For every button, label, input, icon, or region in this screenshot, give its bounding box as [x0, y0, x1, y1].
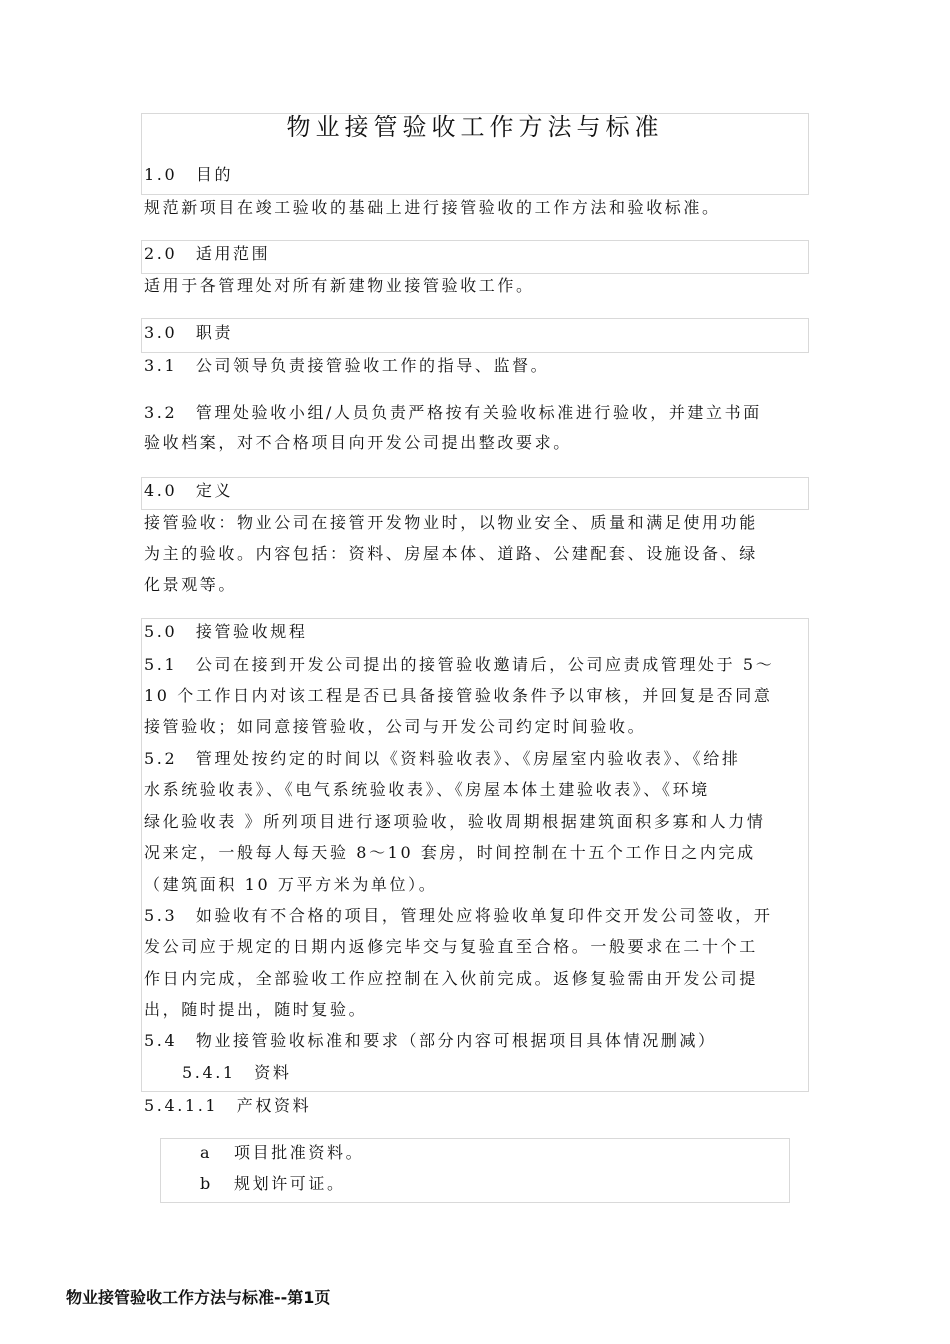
section-5-3-line-1: 5.3 如验收有不合格的项目，管理处应将验收单复印件交开发公司签收，开 [144, 906, 773, 925]
section-3-1: 3.1 公司领导负责接管验收工作的指导、监督。 [144, 356, 550, 375]
section-5-2-line-2: 水系统验收表》、《电气系统验收表》、《房屋本体土建验收表》、《环境 [144, 780, 710, 799]
section-4-line-1: 接管验收：物业公司在接管开发物业时，以物业安全、质量和满足使用功能 [144, 513, 758, 532]
section-5-2-line-1: 5.2 管理处按约定的时间以《资料验收表》、《房屋室内验收表》、《给排 [144, 749, 741, 768]
item-b-letter: b [200, 1174, 213, 1193]
section-5-2-line-5: （建筑面积 10 万平方米为单位）。 [144, 875, 438, 894]
section-5-1-line-3: 接管验收；如同意接管验收，公司与开发公司约定时间验收。 [144, 717, 647, 736]
section-1-body: 规范新项目在竣工验收的基础上进行接管验收的工作方法和验收标准。 [144, 198, 721, 217]
section-3-2-line-1: 3.2 管理处验收小组/人员负责严格按有关验收标准进行验收，并建立书面 [144, 403, 762, 422]
section-1-heading: 1.0 目的 [144, 165, 234, 184]
section-5-2-line-4: 况来定，一般每人每天验 8～10 套房，时间控制在十五个工作日之内完成 [144, 843, 756, 862]
section-4-heading: 4.0 定义 [144, 481, 234, 500]
section-5-4-1: 5.4.1 资料 [182, 1063, 292, 1082]
frame-definition-heading [141, 477, 809, 510]
section-3-2-line-2: 验收档案，对不合格项目向开发公司提出整改要求。 [144, 433, 572, 452]
section-5-2-line-3: 绿化验收表 》所列项目进行逐项验收，验收周期根据建筑面积多寡和人力情 [144, 812, 766, 831]
section-4-line-3: 化景观等。 [144, 575, 238, 594]
item-a-letter: a [200, 1143, 213, 1162]
section-3-heading: 3.0 职责 [144, 323, 234, 342]
section-5-1-line-1: 5.1 公司在接到开发公司提出的接管验收邀请后，公司应责成管理处于 5～ [144, 655, 775, 674]
section-5-3-line-2: 发公司应于规定的日期内返修完毕交与复验直至合格。一般要求在二十个工 [144, 937, 758, 956]
document-title: 物业接管验收工作方法与标准 [286, 113, 664, 141]
section-5-4: 5.4 物业接管验收标准和要求（部分内容可根据项目具体情况删减） [144, 1031, 717, 1050]
section-5-3-line-3: 作日内完成，全部验收工作应控制在入伙前完成。返修复验需由开发公司提 [144, 969, 758, 988]
section-5-1-line-2: 10 个工作日内对该工程是否已具备接管验收条件予以审核，并回复是否同意 [144, 686, 773, 705]
item-b-text: 规划许可证。 [234, 1174, 346, 1193]
section-4-line-2: 为主的验收。内容包括：资料、房屋本体、道路、公建配套、设施设备、绿 [144, 544, 758, 563]
section-5-4-1-1: 5.4.1.1 产权资料 [144, 1096, 312, 1115]
frame-duty-heading [141, 318, 809, 353]
section-5-3-line-4: 出，随时提出，随时复验。 [144, 1000, 368, 1019]
section-2-heading: 2.0 适用范围 [144, 244, 271, 263]
item-a-text: 项目批准资料。 [234, 1143, 365, 1162]
section-2-body: 适用于各管理处对所有新建物业接管验收工作。 [144, 276, 535, 295]
page-footer: 物业接管验收工作方法与标准--第1页 [66, 1288, 331, 1307]
section-5-heading: 5.0 接管验收规程 [144, 622, 308, 641]
